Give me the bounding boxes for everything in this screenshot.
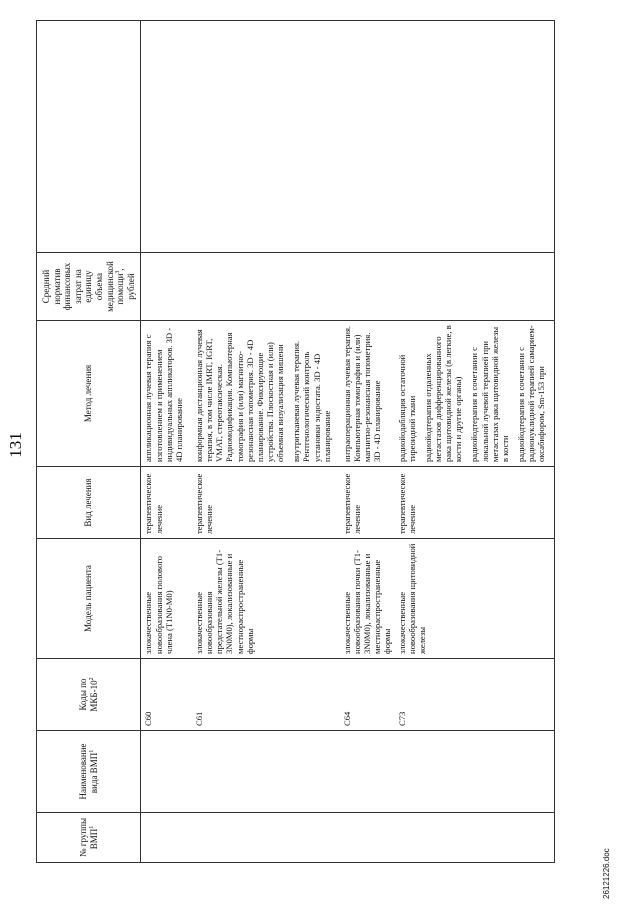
method-item: радиойодтерапия в сочетании с локальной лучевой терапией при метастазах рака щитовидной железы в кости — [469, 326, 510, 462]
header-empty — [37, 21, 141, 253]
method-item: внутритканевая лучевая терапия. Рентгенологический контроль установки эндостата. 3D - 4D планирование — [291, 340, 332, 462]
cell-group — [395, 813, 555, 863]
cell-cost — [141, 253, 192, 321]
table-row — [141, 21, 192, 863]
cell-model: злокачественные новообразования предстательной железы (T1-3N0M0), локализованные и местнораспространенные формы — [192, 539, 340, 659]
cell-group — [340, 813, 395, 863]
treatment-table — [36, 20, 555, 863]
cell-code: C73 — [395, 659, 555, 731]
method-item: конформная дистанционная лучевая терапия, в том числе IMRT, IGRT, VMAT, стереотаксическая. Радиомодификация. Компьютерная томография и (или) магнитно-резонансная топометрия. 3D - 4D планирование. Фиксирующие устройства. Плоскостная и (или) объемная визуализация мишени — [194, 329, 286, 462]
header-codes: Коды по МКБ-$10^2$ — [37, 659, 141, 731]
table-row — [192, 21, 340, 863]
cell-empty — [340, 21, 395, 253]
method-item: радиойодтерапия в сочетании с радионуклидной терапией самарием-оксабифором, Sm-153 при — [515, 325, 547, 462]
document-reference: 26121226.doc — [602, 848, 611, 899]
cell-method — [141, 321, 192, 467]
cell-method — [192, 321, 340, 467]
cell-empty — [395, 21, 555, 253]
table-row — [340, 21, 395, 863]
header-group: № группы ВМП$^1$ — [37, 813, 141, 863]
header-method: Метод лечения — [37, 321, 141, 467]
header-model: Модель пациента — [37, 539, 141, 659]
cell-type: терапевтическое лечение — [192, 467, 340, 539]
table-header-row — [37, 21, 141, 863]
cell-name — [192, 731, 340, 813]
header-name: Наименование вида ВМП$^1$ — [37, 731, 141, 813]
method-item: радиойодтерапия отдаленных метастазов дифференцированного рака щитовидной железы (в легкие, в кости и другие органы) — [422, 325, 464, 462]
method-item: интраоперационная лучевая терапия. Компьютерная томография и (или) магнитно-резонансная топометрия. 3D - 4D планирование — [341, 325, 383, 462]
cell-group — [192, 813, 340, 863]
cell-type: терапевтическое лечение — [340, 467, 395, 539]
method-item: радиойодабляция остаточной тиреоидной ткани — [396, 354, 417, 462]
header-type: Вид лечения — [37, 467, 141, 539]
cell-name — [141, 731, 192, 813]
cell-empty — [192, 21, 340, 253]
page-number: 131 — [6, 432, 25, 458]
cell-cost — [192, 253, 340, 321]
cell-code: C61 — [192, 659, 340, 731]
cell-model: злокачественные новообразования полового члена (T1N0-M0) — [141, 539, 192, 659]
cell-model: злокачественные новообразования почки (T1-3N0M0), локализованные и местнораспространенные формы — [340, 539, 395, 659]
cell-code: C60 — [141, 659, 192, 731]
cell-name — [340, 731, 395, 813]
cell-cost — [395, 253, 555, 321]
cell-name — [395, 731, 555, 813]
cell-cost — [340, 253, 395, 321]
cell-code: C64 — [340, 659, 395, 731]
cell-type: терапевтическое лечение — [395, 467, 555, 539]
cell-empty — [141, 21, 192, 253]
cell-group — [141, 813, 192, 863]
method-item: аппликационная лучевая терапия с изготовлением и применением индивидуальных аппликаторов. 3D - 4D планирование — [143, 327, 184, 462]
cell-type: терапевтическое лечение — [141, 467, 192, 539]
table-row — [395, 21, 555, 863]
cell-model: злокачественные новообразования щитовидной железы — [395, 539, 555, 659]
cell-method — [340, 321, 395, 467]
header-cost: Средний норматив финансовых затрат на единицу объема медицинской помощи$^3$, рублей — [37, 253, 141, 321]
cell-method — [395, 321, 555, 467]
